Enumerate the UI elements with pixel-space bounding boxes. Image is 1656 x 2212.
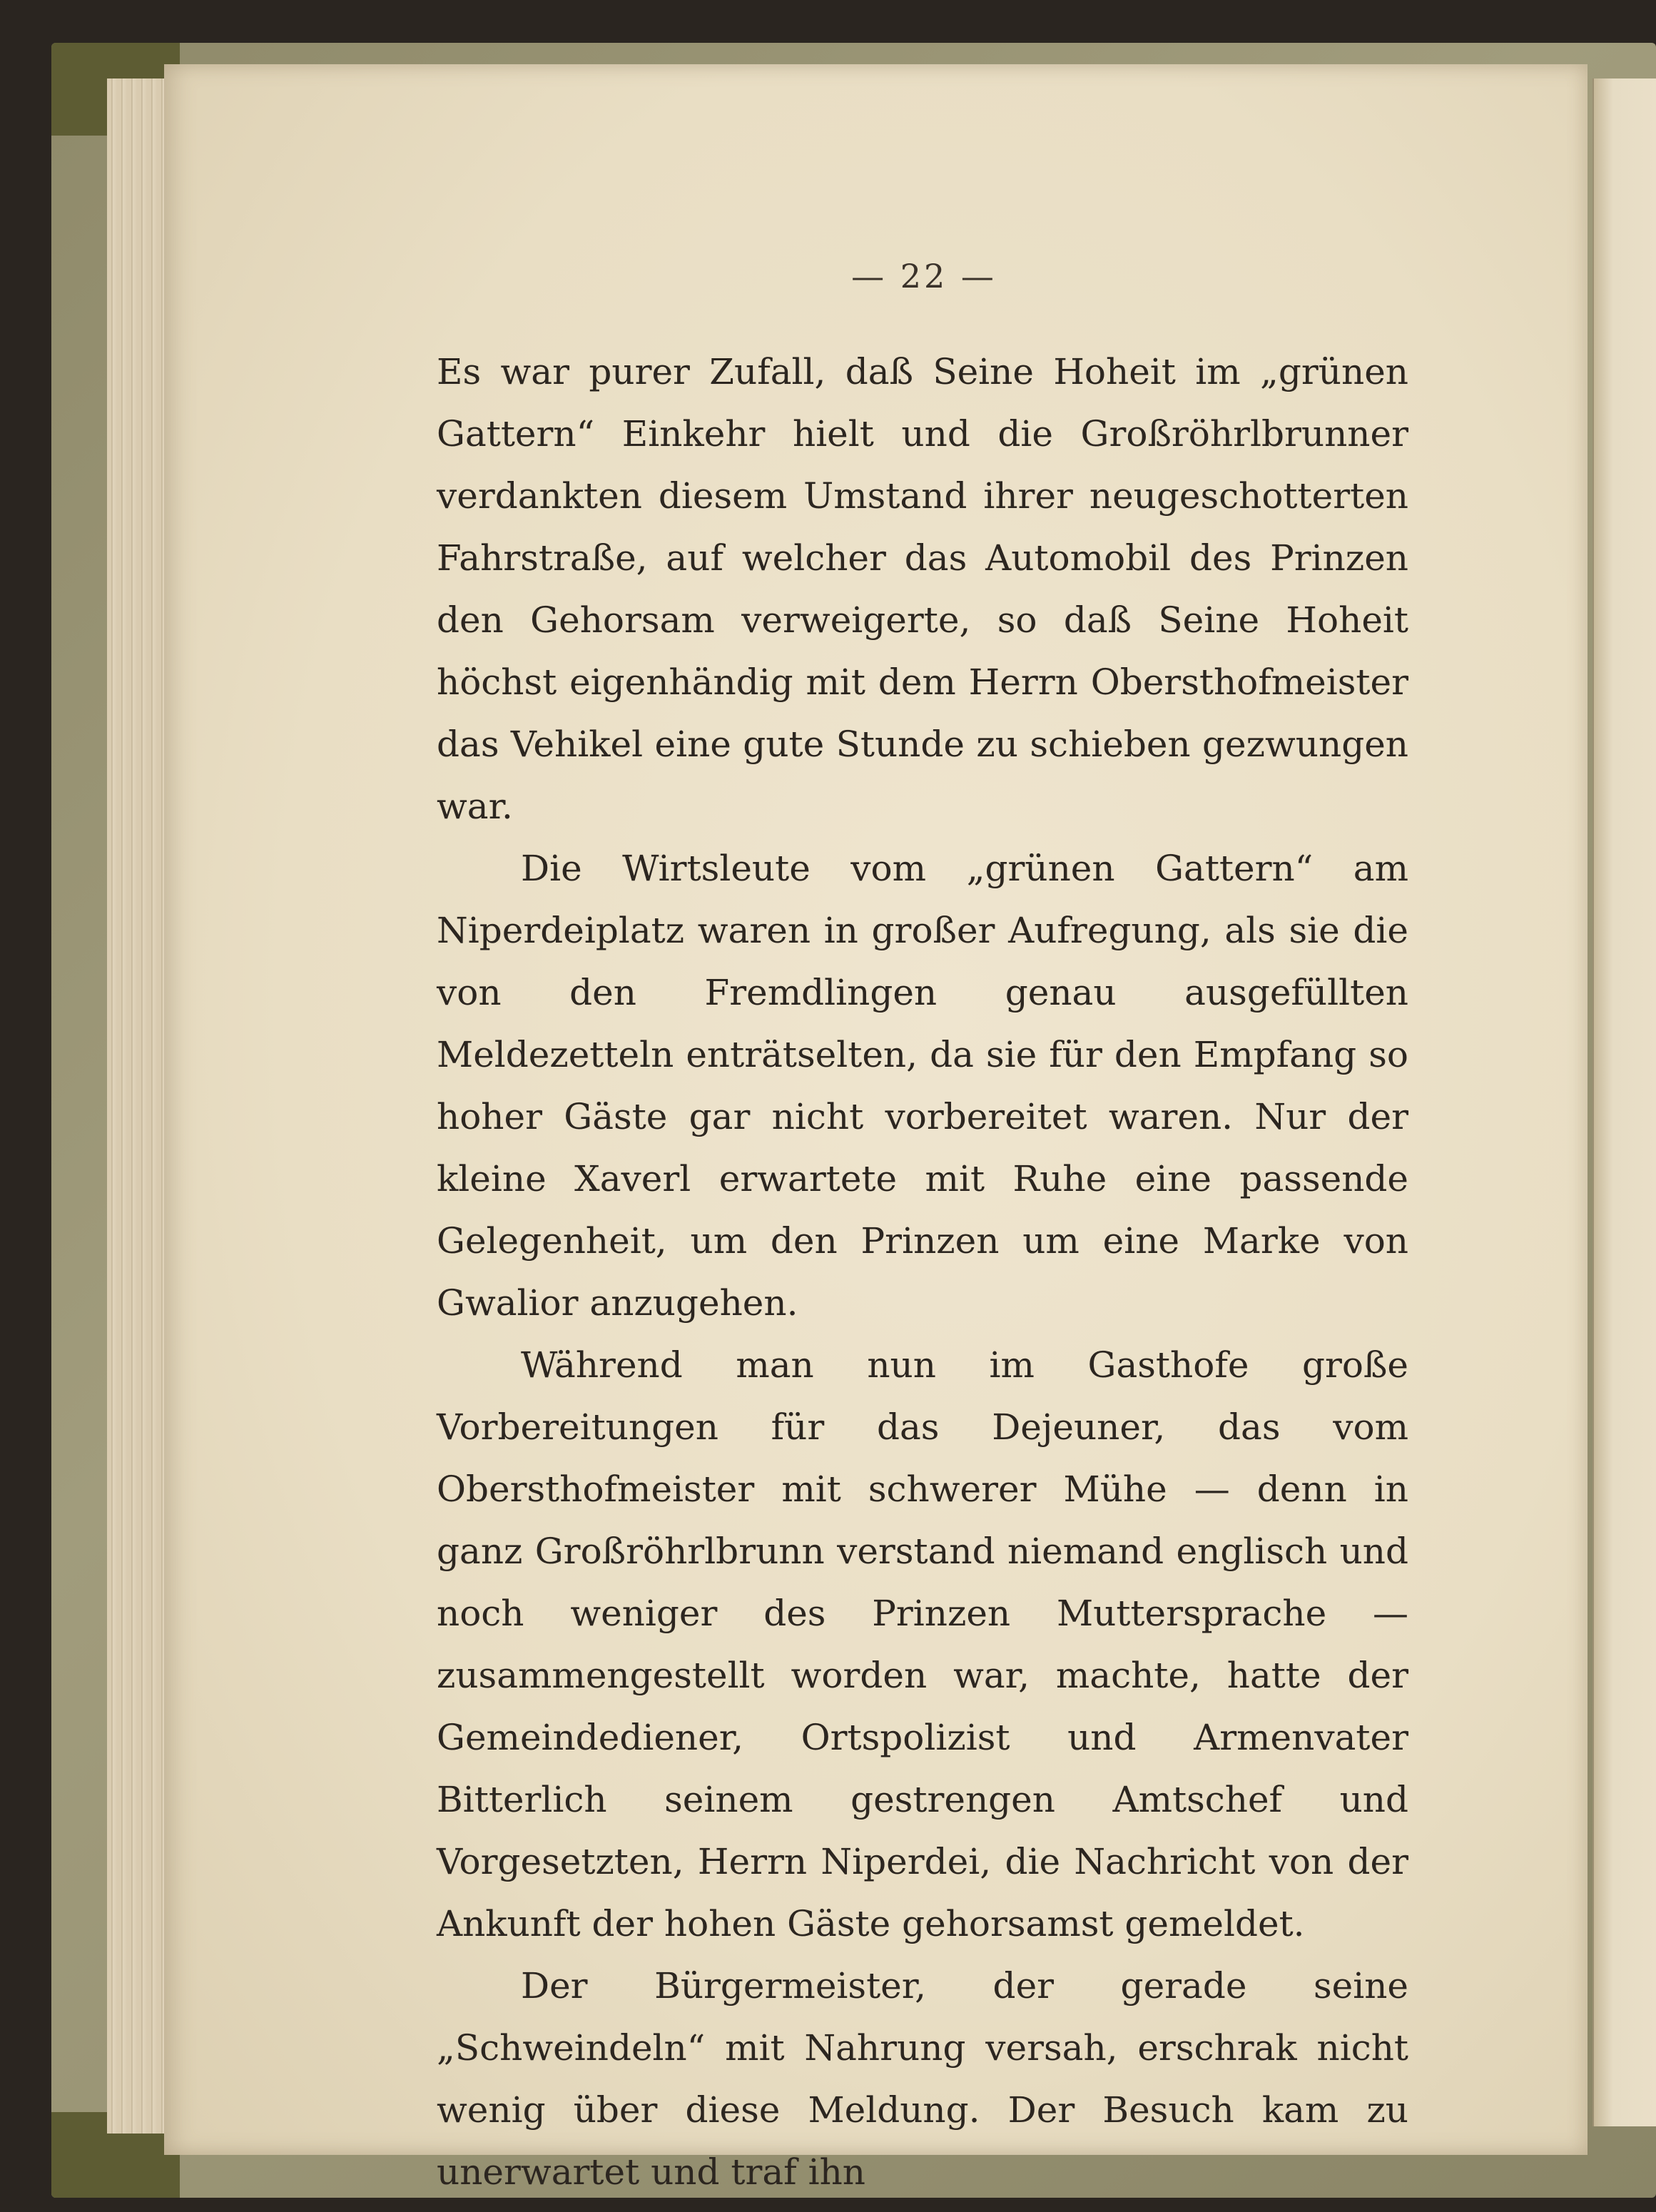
facing-page-edge (1592, 78, 1656, 2126)
page-number: — 22 — (851, 257, 997, 295)
paragraph: Es war purer Zufall, daß Seine Hoheit im „grünen Gattern“ Einkehr hielt und die Großröhrlbrunner verdankten diesem Umstand ihrer neugeschotterten Fahrstraße, auf welcher das Automobil des Prinzen den Gehorsam verweigerte, so daß Seine Hoheit höchst eigenhändig mit dem Herrn Obersthofmeister das Vehikel eine gute Stunde zu schieben gezwungen war. (437, 351, 1408, 827)
paragraph: Die Wirtsleute vom „grünen Gattern“ am Niperdeiplatz waren in großer Aufregung, als sie die von den Fremdlingen genau ausgefüllten Meldezetteln enträtselten, da sie für den Empfang so hoher Gäste gar nicht vorbereitet waren. Nur der kleine Xaverl erwartete mit Ruhe eine passende Gelegenheit, um den Prinzen um eine Marke von Gwalior anzugehen. (437, 848, 1408, 1324)
body-text (437, 341, 1408, 2203)
page-edges (107, 78, 164, 2134)
paragraph: Der Bürgermeister, der gerade seine „Schweindeln“ mit Nahrung versah, erschrak nicht wenig über diese Meldung. Der Besuch kam zu unerwartet und traf ihn (437, 1965, 1408, 2193)
paragraph: Während man nun im Gasthofe große Vorbereitungen für das Dejeuner, das vom Obersthofmeister mit schwerer Mühe — denn in ganz Großröhrlbrunn verstand niemand englisch und noch weniger des Prinzen Muttersprache — zusammengestellt worden war, machte, hatte der Gemeindediener, Ortspolizist und Armenvater Bitterlich seinem gestrengen Amtschef und Vorgesetzten, Herrn Niperdei, die Nachricht von der Ankunft der hohen Gäste gehorsamst gemeldet. (437, 1344, 1408, 1944)
